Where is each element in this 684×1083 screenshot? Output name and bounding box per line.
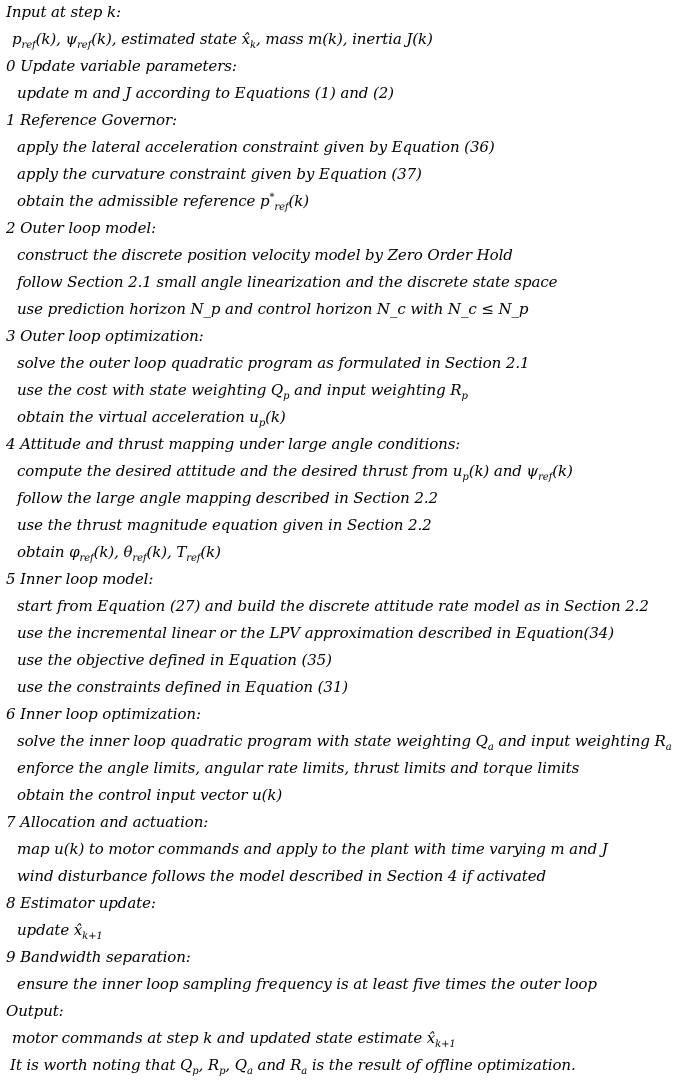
algorithm-line: map u(k) to motor commands and apply to the plant with time varying m and J: [17, 840, 608, 858]
algorithm-line: follow Section 2.1 small angle linearization and the discrete state space: [17, 273, 558, 291]
algorithm-line: motor commands at step k and updated state estimate $x̂_{k+1}$: [12, 1029, 456, 1050]
algorithm-step-heading: Output:: [6, 1002, 64, 1020]
algorithm-step-heading: 9 Bandwidth separation:: [6, 948, 191, 966]
algorithm-line: It is worth noting that $Q_p$, $R_p$, $Q_a$ and $R_a$ is the result of offline optimization.: [10, 1056, 576, 1077]
algorithm-line: compute the desired attitude and the desired thrust from $u_p(k)$ and $\psi_{ref}(k)$: [17, 462, 573, 483]
algorithm-step-heading: 8 Estimator update:: [6, 894, 156, 912]
algorithm-line: use the incremental linear or the LPV approximation described in Equation(34): [17, 624, 614, 642]
algorithm-line: wind disturbance follows the model described in Section 4 if activated: [17, 867, 547, 885]
algorithm-line: follow the large angle mapping described in Section 2.2: [17, 489, 438, 507]
algorithm-line: construct the discrete position velocity model by Zero Order Hold: [17, 246, 513, 264]
algorithm-line: solve the outer loop quadratic program as formulated in Section 2.1: [17, 354, 530, 372]
algorithm-step-heading: 4 Attitude and thrust mapping under large angle conditions:: [6, 435, 461, 453]
algorithm-line: ensure the inner loop sampling frequency is at least five times the outer loop: [17, 975, 597, 993]
algorithm-line: use the objective defined in Equation (35): [17, 651, 332, 669]
algorithm-step-heading: 3 Outer loop optimization:: [6, 327, 204, 345]
algorithm-step-heading: 0 Update variable parameters:: [6, 57, 237, 75]
algorithm-line: update $x̂_{k+1}$: [17, 921, 103, 942]
algorithm-line: obtain the control input vector u(k): [17, 786, 283, 804]
algorithm-step-heading: 7 Allocation and actuation:: [6, 813, 209, 831]
algorithm-line: solve the inner loop quadratic program with state weighting $Q_a$ and input weighting $R_a$: [17, 732, 672, 753]
algorithm-line: start from Equation (27) and build the discrete attitude rate model as in Section 2.2: [17, 597, 649, 615]
algorithm-line: obtain the admissible reference $p^*_{ref}(k)$: [17, 192, 310, 213]
algorithm-step-heading: 2 Outer loop model:: [6, 219, 157, 237]
algorithm-line: use the constraints defined in Equation (31): [17, 678, 349, 696]
algorithm-step-heading: 6 Inner loop optimization:: [6, 705, 201, 723]
algorithm-line: update m and J according to Equations (1) and (2): [17, 84, 394, 102]
algorithm-line: use the cost with state weighting $Q_p$ and input weighting $R_p$: [17, 381, 468, 402]
algorithm-line: apply the curvature constraint given by Equation (37): [17, 165, 422, 183]
algorithm-line: use prediction horizon N_p and control horizon N_c with N_c ≤ N_p: [17, 300, 529, 318]
algorithm-line: $p_{ref}(k)$, $\psi_{ref}(k)$, estimated state $x̂_k$, mass m(k), inertia J(k): [12, 30, 433, 51]
algorithm-step-heading: 1 Reference Governor:: [6, 111, 178, 129]
algorithm-line: use the thrust magnitude equation given in Section 2.2: [17, 516, 432, 534]
algorithm-line: apply the lateral acceleration constraint given by Equation (36): [17, 138, 495, 156]
algorithm-line: obtain $\varphi_{ref}(k)$, $\theta_{ref}(k)$, $T_{ref}(k)$: [17, 543, 221, 564]
algorithm-line: obtain the virtual acceleration $u_p(k)$: [17, 408, 286, 429]
algorithm-step-heading: 5 Inner loop model:: [6, 570, 154, 588]
algorithm-step-heading: Input at step k:: [6, 3, 121, 21]
algorithm-line: enforce the angle limits, angular rate limits, thrust limits and torque limits: [17, 759, 580, 777]
